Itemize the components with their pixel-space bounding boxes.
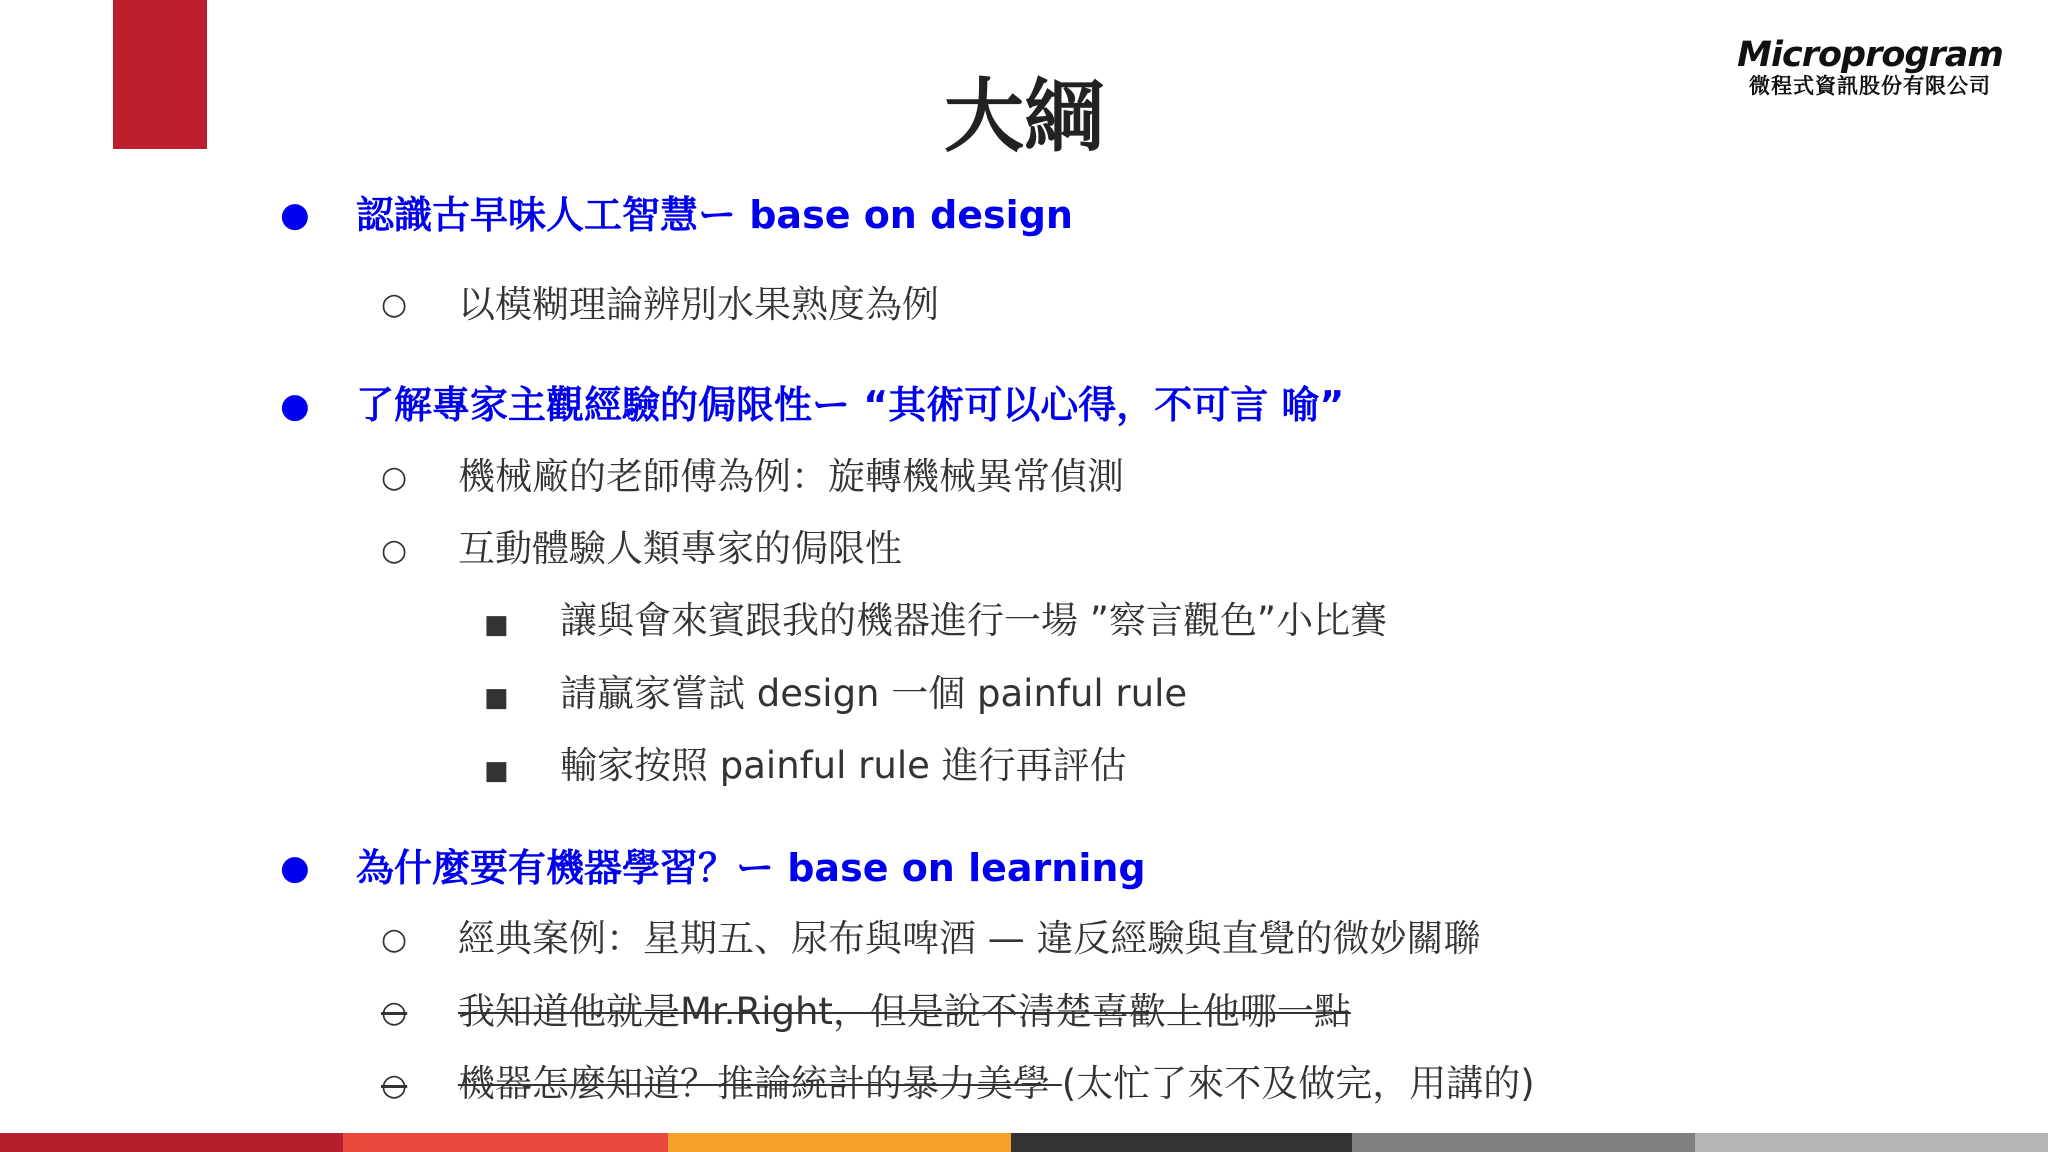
section-2-subitem-3: 輸家按照 painful rule 進行再評估 [560, 744, 1127, 787]
logo-company-name: 微程式資訊股份有限公司 [1749, 73, 1991, 98]
bar-segment [1011, 1133, 1352, 1152]
section-2-subitem-2: 請贏家嘗試 design 一個 painful rule [560, 672, 1188, 715]
bullet-dot-icon: ● [280, 386, 310, 426]
bar-segment [0, 1133, 343, 1152]
slide-title: 大綱 [944, 70, 1104, 163]
bullet-circle-icon: ○ [381, 922, 408, 957]
logo-wordmark: Microprogram [1737, 35, 2003, 75]
section-3-heading: 為什麼要有機器學習？ー base on learning [356, 846, 1146, 890]
bullet-square-icon: ■ [484, 683, 509, 713]
bullet-dot-icon: ● [280, 848, 310, 888]
section-2-subitem-1: 讓與會來賓跟我的機器進行一場 ”察言觀色”小比賽 [560, 599, 1388, 642]
section-3-item-2-struck: 我知道他就是Mr.Right，但是說不清楚喜歡上他哪一點 [458, 990, 1351, 1033]
bottom-color-bar [0, 1133, 2048, 1152]
bullet-square-icon: ■ [484, 610, 509, 640]
bullet-circle-icon: ○ [381, 533, 408, 568]
bar-segment [668, 1133, 1011, 1152]
section-1-item-1: 以模糊理論辨別水果熟度為例 [458, 283, 939, 326]
bullet-circle-icon: ○ [381, 287, 408, 322]
bar-segment [1695, 1133, 2048, 1152]
bar-segment [1352, 1133, 1695, 1152]
bullet-circle-icon: ○ [381, 995, 408, 1030]
section-3-item-1: 經典案例：星期五、尿布與啤酒 — 違反經驗與直覺的微妙關聯 [458, 917, 1481, 960]
bullet-circle-icon: ○ [381, 1068, 408, 1103]
section-3-item-3-note: (太忙了來不及做完，用講的) [1061, 1062, 1535, 1105]
section-3-item-3 [458, 1060, 1535, 1108]
section-1-heading: 認識古早味人工智慧ー base on design [356, 193, 1073, 237]
bullet-circle-icon: ○ [381, 460, 408, 495]
section-2-heading: 了解專家主觀經驗的侷限性ー “其術可以心得，不可言 喻” [356, 383, 1345, 427]
section-2-item-1: 機械廠的老師傅為例：旋轉機械異常偵測 [458, 455, 1124, 498]
bullet-square-icon: ■ [484, 756, 509, 786]
bullet-dot-icon: ● [280, 195, 310, 235]
section-3-item-3-struck: 機器怎麼知道？推論統計的暴力美學 [458, 1062, 1062, 1105]
bar-segment [343, 1133, 668, 1152]
section-2-item-2: 互動體驗人類專家的侷限性 [458, 527, 902, 570]
